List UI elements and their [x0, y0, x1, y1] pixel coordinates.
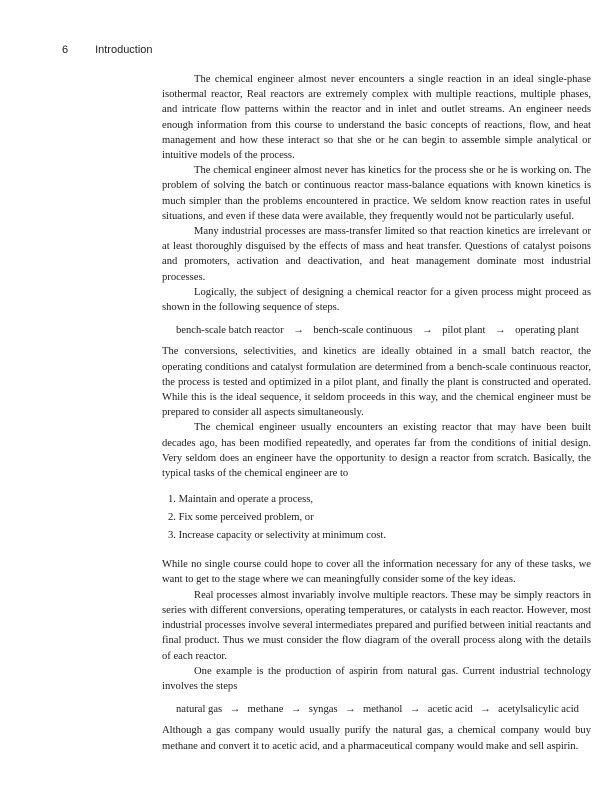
paragraph-8: Real processes almost invariably involve multiple reactors. These may be simply reactors in series with different conversions, operating temperatures, or catalysts in each reactor. However, most industrial processes involve several intermediates prepared and purified between initial reactants and final product. Thus we must consider the flow diagram of the overall process along with the details of each reactor.: [162, 589, 591, 662]
task-list: [168, 491, 591, 545]
aspirin-step: natural gas: [176, 704, 223, 716]
arrow-icon: →: [422, 325, 433, 337]
paragraph-9: One example is the production of aspirin from natural gas. Current industrial technology involves the steps: [162, 665, 591, 692]
list-item: 3. Increase capacity or selectivity at minimum cost.: [168, 530, 386, 542]
running-title: Introduction: [95, 44, 153, 56]
aspirin-step: acetic acid: [427, 704, 473, 716]
arrow-icon: →: [229, 704, 241, 716]
arrow-icon: →: [480, 704, 491, 716]
aspirin-step: methane: [247, 704, 284, 716]
body-text: [162, 72, 591, 754]
arrow-icon: →: [494, 325, 506, 337]
paragraph-3: Many industrial processes are mass-transfer limited so that reaction kinetics are irrelevant or at least thoroughly disguised by the effects of mass and heat transfer. Questions of catalyst poisons and promoters, activation and deactivation, and heat management dominate most industrial processes.: [162, 226, 591, 283]
paragraph-4: Logically, the subject of designing a chemical reactor for a given process might proceed as shown in the following sequence of steps.: [162, 286, 591, 314]
arrow-icon: →: [344, 704, 356, 716]
paragraph-1: The chemical engineer almost never encounters a single reaction in an ideal single-phase isothermal reactor, Real reactors are extremely complex with multiple reactions, multiple phases, and intricate flow patterns within the reactor and in inlet and outlet streams. An engineer needs enough information from this course to understand the basic concepts of reactions, flow, and heat management and how these interact so that she or he can begin to assemble simple analytical or intuitive models of the process.: [162, 74, 591, 162]
aspirin-step: methanol: [362, 704, 403, 716]
list-item: 1. Maintain and operate a process,: [168, 494, 314, 506]
design-step: bench-scale batch reactor: [176, 325, 284, 337]
page-number: 6: [62, 44, 69, 56]
arrow-icon: →: [293, 325, 304, 337]
aspirin-step: acetylsalicylic acid: [498, 704, 579, 716]
list-item: 2. Fix some perceived problem, or: [168, 512, 314, 524]
paragraph-5: The conversions, selectivities, and kinetics are ideally obtained in a small batch reactor, the operating conditions and catalyst formulation are determined from a bench-scale continuous reactor, the process is tested and optimized in a pilot plant, and finally the plant is constructed and operated. While this is the ideal sequence, it seldom proceeds in this way, and the chemical engineer must be prepared to consider all aspects simultaneously.: [162, 346, 591, 419]
paragraph-7: While no single course could hope to cover all the information necessary for any of these tasks, we want to get to the stage where we can meaningfully consider some of the key ideas.: [162, 559, 591, 586]
running-header: [62, 44, 153, 56]
design-step: operating plant: [515, 325, 579, 337]
paragraph-2: The chemical engineer almost never has kinetics for the process she or he is working on. The problem of solving the batch or continuous reactor mass-balance equations with known kinetics is much simpler than the problems encountered in practice. We seldom know reaction rates in useful situations, and even if these data were available, they frequently would not be particularly useful.: [162, 165, 591, 222]
paragraph-10: Although a gas company would usually purify the natural gas, a chemical company would buy methane and convert it to acetic acid, and a pharmaceutical company would make and sell aspirin.: [162, 725, 591, 752]
aspirin-sequence: [162, 702, 591, 717]
design-step: pilot plant: [442, 325, 486, 337]
design-step: bench-scale continuous: [313, 325, 413, 337]
design-sequence: [162, 323, 591, 338]
arrow-icon: →: [290, 704, 302, 716]
paragraph-6: The chemical engineer usually encounters an existing reactor that may have been built decades ago, has been modified repeatedly, and operates far from the conditions of initial design. Very seldom does an engineer have the opportunity to design a reactor from scratch. Basically, the typical tasks of the chemical engineer are to: [162, 422, 591, 480]
aspirin-step: syngas: [308, 704, 338, 716]
arrow-icon: →: [409, 704, 421, 716]
